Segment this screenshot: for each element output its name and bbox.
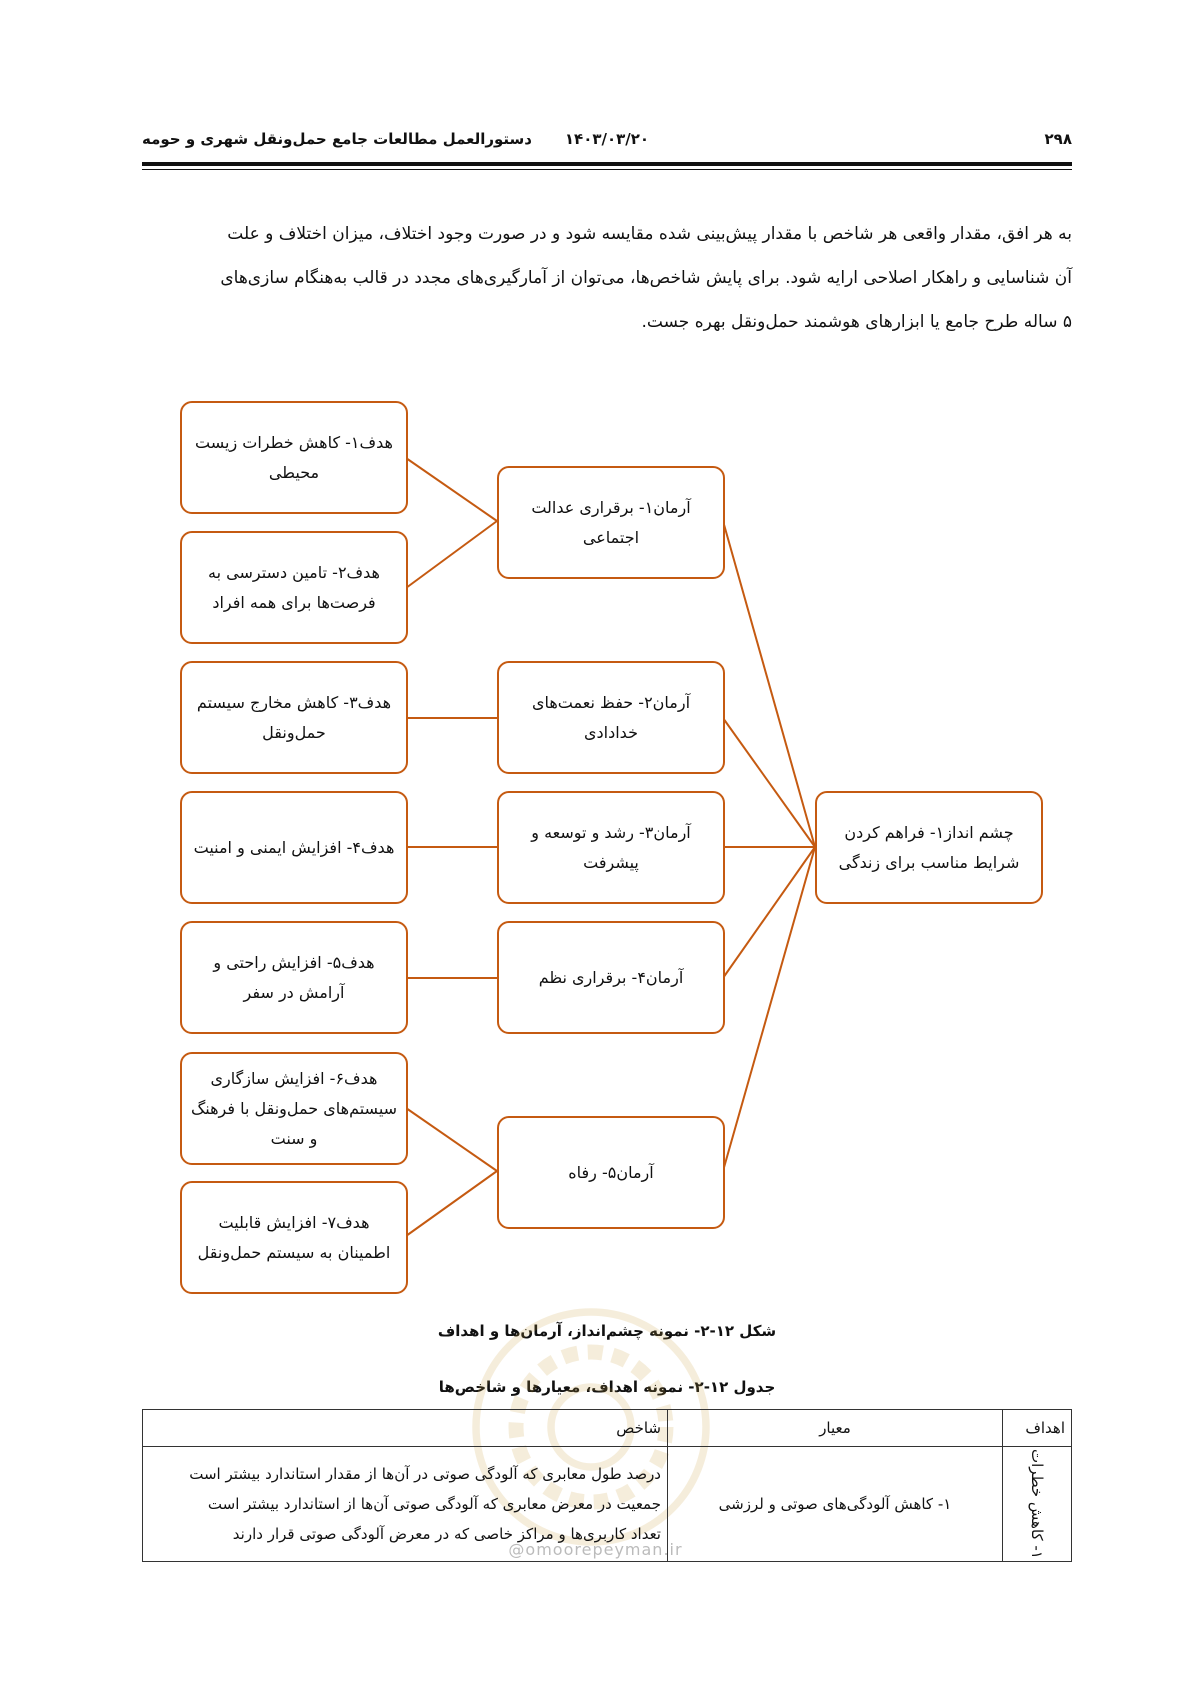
goal-cell: [1003, 1447, 1072, 1562]
table-caption: جدول ۱۲-۲- نمونه اهداف، معیارها و شاخص‌ها: [438, 1378, 776, 1396]
goal-box: هدف۶- افزایش سازگاری سیستم‌های حمل‌ونقل با فرهنگ و سنت: [180, 1052, 408, 1165]
connector: [406, 1171, 497, 1236]
ideal-box: آرمان۳- رشد و توسعه و پیشرفت: [497, 791, 725, 904]
vision-box: چشم انداز۱- فراهم کردن شرایط مناسب برای زندگی: [815, 791, 1043, 904]
goal-box: هدف۳- کاهش مخارج سیستم حمل‌ونقل: [180, 661, 408, 774]
goal-cell-text: ۱- کاهش خطرات: [1028, 1449, 1046, 1559]
goal-box: هدف۵- افزایش راحتی و آرامش در سفر: [180, 921, 408, 1034]
table-header: شاخص: [143, 1410, 668, 1447]
table-row: [143, 1447, 1072, 1562]
table-header-row: [143, 1410, 1072, 1447]
indicator-cell: [143, 1447, 668, 1562]
goal-box: هدف۴- افزایش ایمنی و امنیت: [180, 791, 408, 904]
connector: [723, 847, 815, 1171]
goal-box: هدف۷- افزایش قابلیت اطمینان به سیستم حمل‌ونقل: [180, 1181, 408, 1294]
indicator-item: تعداد کاربری‌ها و مراکز خاصی که در معرض آلودگی صوتی قرار دارند: [232, 1524, 661, 1543]
indicator-item: درصد طول معابری که آلودگی صوتی در آن‌ها از مقدار استاندارد بیشتر است: [189, 1464, 661, 1483]
paragraph-line: به هر افق، مقدار واقعی هر شاخص با مقدار پیش‌بینی شده مقایسه شود و در صورت وجود اختلاف، میزان اختلاف و علت: [227, 224, 1072, 244]
table-header: اهداف: [1003, 1410, 1072, 1447]
connector: [406, 1108, 497, 1171]
ideal-box: آرمان۵- رفاه: [497, 1116, 725, 1229]
connector: [406, 458, 497, 521]
connector: [723, 521, 815, 847]
figure-caption: شکل ۱۲-۲- نمونه چشم‌انداز، آرمان‌ها و اهداف: [437, 1322, 777, 1340]
paragraph-line: ۵ ساله طرح جامع یا ابزارهای هوشمند حمل‌ونقل بهره جست.: [641, 312, 1072, 332]
watermark-text: @omoorepeyman.ir: [508, 1540, 683, 1559]
connector: [406, 521, 497, 588]
ideal-box: آرمان۴- برقراری نظم: [497, 921, 725, 1034]
table-header: معیار: [668, 1410, 1003, 1447]
criterion-cell: ۱- کاهش آلودگی‌های صوتی و لرزشی: [668, 1447, 1003, 1562]
ideal-box: آرمان۱- برقراری عدالت اجتماعی: [497, 466, 725, 579]
header-title: دستورالعمل مطالعات جامع حمل‌ونقل شهری و حومه: [142, 130, 532, 148]
connector: [723, 718, 815, 847]
page-number: ۲۹۸: [1044, 130, 1072, 148]
connector: [723, 847, 815, 978]
header-date: ۱۴۰۳/۰۳/۲۰: [564, 130, 650, 148]
paragraph-line: آن شناسایی و راهکار اصلاحی ارایه شود. برای پایش شاخص‌ها، می‌توان از آمارگیری‌های مجدد در قالب به‌هنگام سازی‌های: [220, 268, 1072, 288]
goals-table: [142, 1409, 1072, 1562]
indicator-item: جمعیت در معرض معابری که آلودگی صوتی آن‌ها از استاندارد بیشتر است: [207, 1494, 661, 1513]
goal-box: هدف۲- تامین دسترسی به فرصت‌ها برای همه افراد: [180, 531, 408, 644]
goal-box: هدف۱- کاهش خطرات زیست محیطی: [180, 401, 408, 514]
ideal-box: آرمان۲- حفظ نعمت‌های خدادادی: [497, 661, 725, 774]
